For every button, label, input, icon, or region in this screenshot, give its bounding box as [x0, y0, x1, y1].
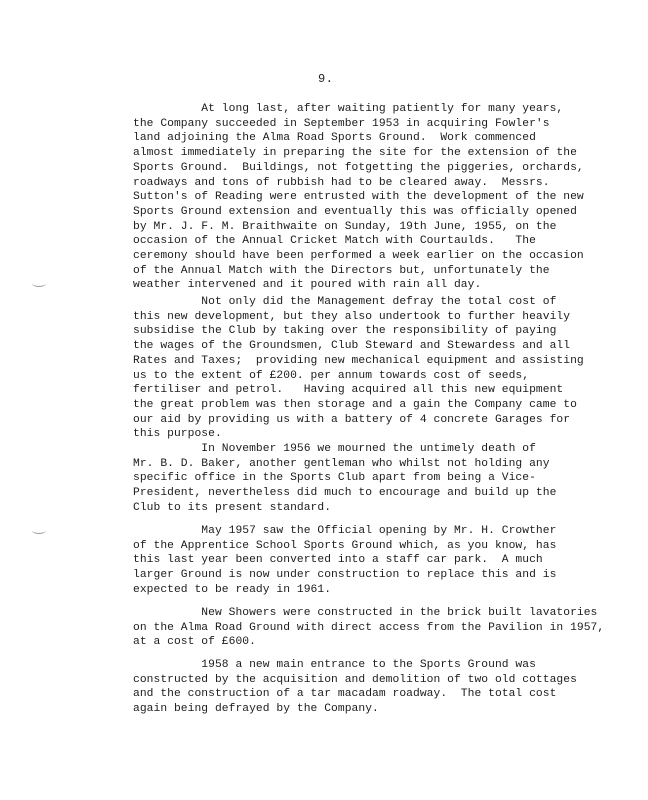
text-line: Sutton's of Reading were entrusted with the development of the new — [133, 191, 584, 204]
text-line: the Company succeeded in September 1953 in acquiring Fowler's — [133, 117, 550, 130]
text-line: At long last, after waiting patiently for many years, — [133, 103, 564, 115]
text-line: occasion of the Annual Cricket Match with Courtaulds. The — [133, 235, 536, 248]
punch-hole-mark — [32, 527, 46, 534]
text-line: this new development, but they also undertook to further heavily — [133, 310, 571, 323]
text-line: our aid by providing us with a battery of 4 concrete Garages for — [133, 413, 571, 426]
text-line: Not only did the Management defray the total cost of — [133, 296, 557, 308]
paragraph-4 — [133, 524, 611, 598]
text-line: of the Apprentice School Sports Ground which, as you know, has — [133, 539, 557, 552]
text-line: constructed by the acquisition and demolition of two old cottages — [133, 673, 577, 686]
text-line: fertiliser and petrol. Having acquired all this new equipment — [133, 384, 564, 397]
paragraph-6 — [133, 658, 611, 717]
text-line: 1958 a new main entrance to the Sports Ground was — [133, 659, 536, 671]
text-line: and the construction of a tar macadam roadway. The total cost — [133, 688, 557, 701]
text-line: this purpose. — [133, 428, 222, 441]
text-line: ceremony should have been performed a week earlier on the occasion — [133, 250, 584, 263]
text-line: this last year been converted into a staff car park. A much — [133, 554, 543, 567]
text-line: weather intervened and it poured with rain all day. — [133, 279, 482, 292]
paragraph-5 — [133, 606, 611, 650]
text-line: almost immediately in preparing the site for the extension of the — [133, 147, 577, 160]
text-line: New Showers were constructed in the brick built lavatories — [133, 607, 598, 619]
text-line: President, nevertheless did much to encourage and build up the — [133, 487, 557, 500]
text-line: expected to be ready in 1961. — [133, 583, 332, 596]
paragraph-3 — [133, 442, 611, 516]
text-line: In November 1956 we mourned the untimely death of — [133, 443, 536, 455]
text-line: specific office in the Sports Club apart from being a Vice- — [133, 472, 536, 485]
text-line: by Mr. J. F. M. Braithwaite on Sunday, 19th June, 1955, on the — [133, 220, 557, 233]
punch-hole-mark — [32, 280, 46, 287]
text-line: of the Annual Match with the Directors but, unfortunately the — [133, 264, 550, 277]
text-line: Rates and Taxes; providing new mechanical equipment and assisting — [133, 354, 584, 367]
text-line: Club to its present standard. — [133, 501, 332, 514]
paragraph-1 — [133, 102, 611, 293]
text-line: Sports Ground. Buildings, not fotgetting the piggeries, orchards, — [133, 161, 584, 174]
text-line: the wages of the Groundsmen, Club Steward and Stewardess and all — [133, 340, 571, 353]
text-line: at a cost of £600. — [133, 636, 256, 649]
text-line: roadways and tons of rubbish had to be cleared away. Messrs. — [133, 176, 550, 189]
text-line: the great problem was then storage and a gain the Company came to — [133, 398, 577, 411]
page-number: 9. — [318, 72, 334, 86]
text-line: land adjoining the Alma Road Sports Ground. Work commenced — [133, 132, 536, 145]
text-line: again being defrayed by the Company. — [133, 703, 379, 716]
text-line: larger Ground is now under construction to replace this and is — [133, 569, 557, 582]
text-line: us to the extent of £200. per annum towards cost of seeds, — [133, 369, 530, 382]
text-line: on the Alma Road Ground with direct access from the Pavilion in 1957, — [133, 621, 605, 634]
text-line: May 1957 saw the Official opening by Mr. H. Crowther — [133, 525, 557, 537]
text-line: subsidise the Club by taking over the responsibility of paying — [133, 325, 557, 338]
text-line: Sports Ground extension and eventually this was officially opened — [133, 205, 577, 218]
paragraph-2 — [133, 295, 611, 442]
text-line: Mr. B. D. Baker, another gentleman who whilst not holding any — [133, 457, 550, 470]
